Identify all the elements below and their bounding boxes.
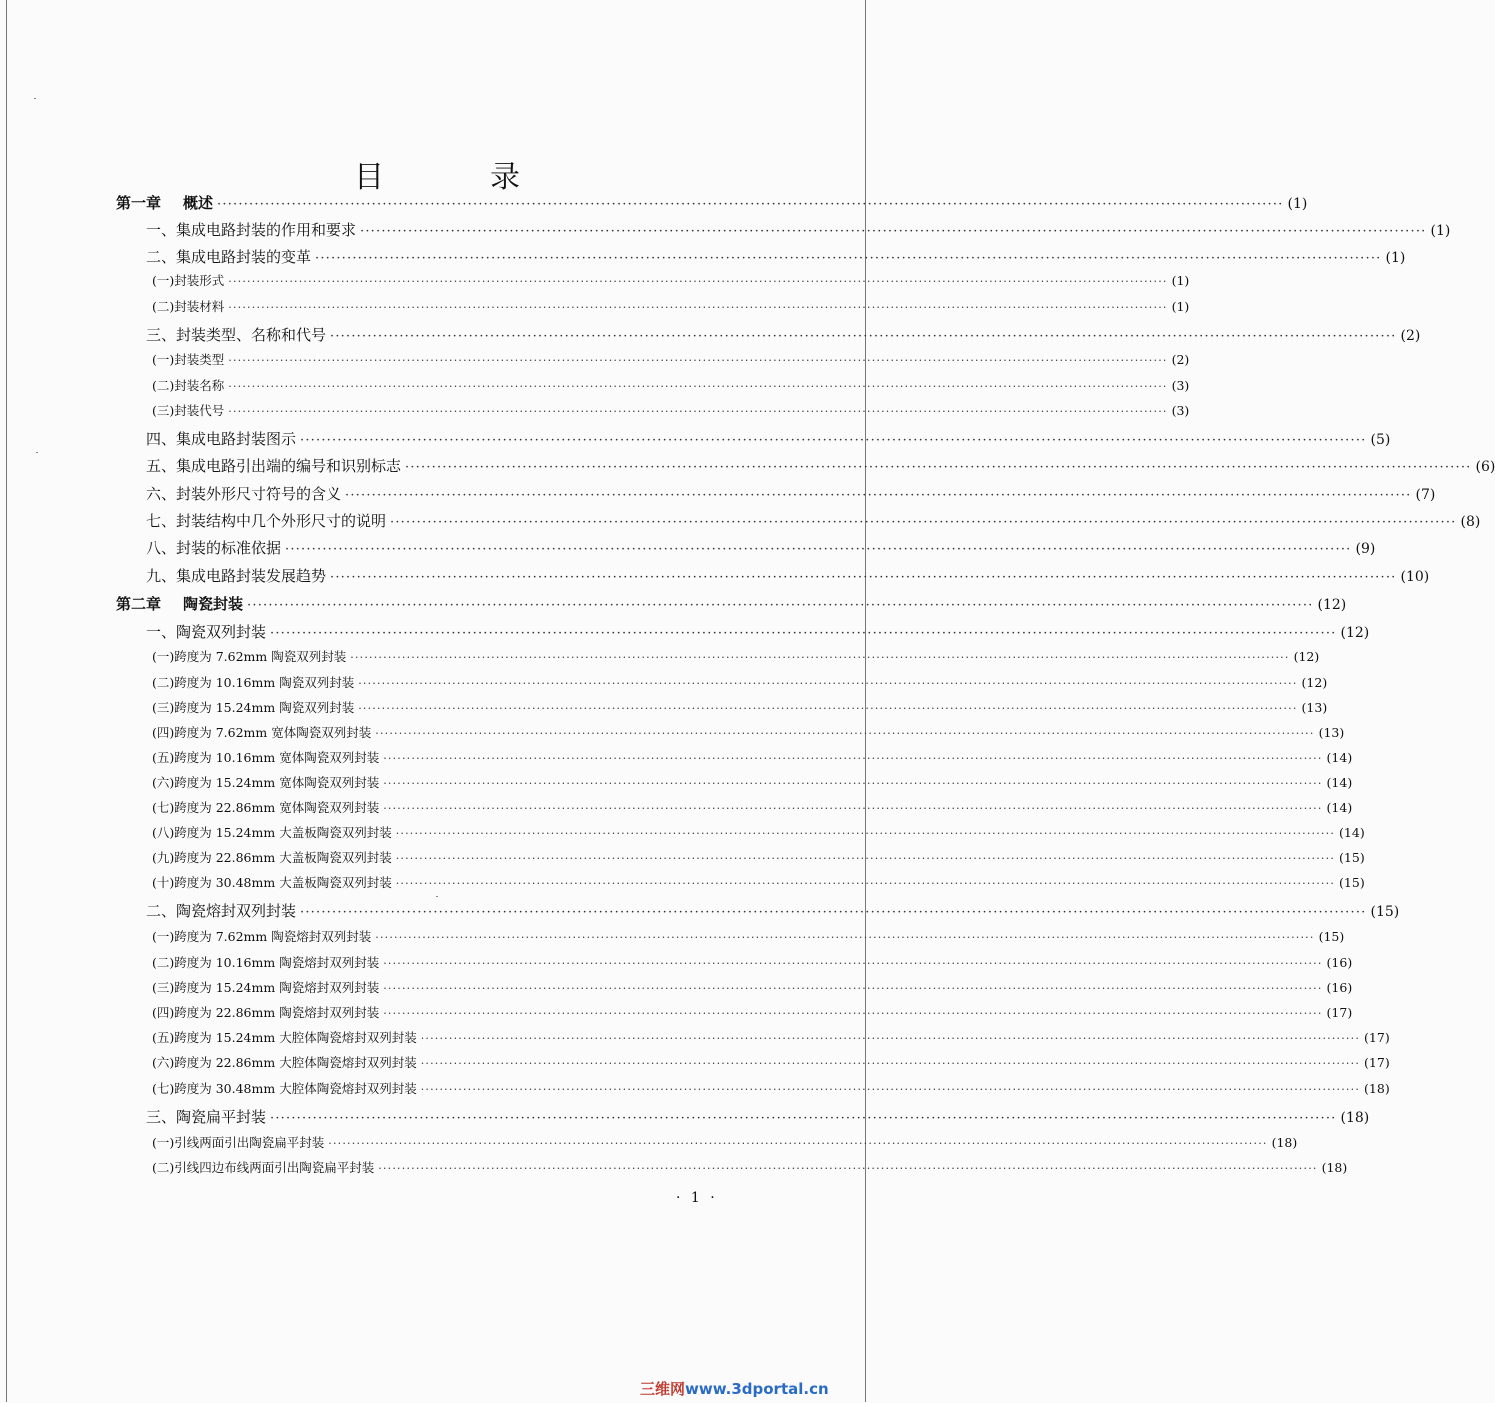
toc-entry-text: (三)跨度为 15.24mm 陶瓷双列封装 [152,700,355,715]
toc-entry-text: (三)跨度为 15.24mm 陶瓷熔封双列封装 [152,980,380,995]
toc-entry-title [152,1079,417,1097]
toc-entry-title [146,565,326,586]
toc-leader-dots: ········································································································································································································ [270,1111,1337,1126]
toc-entry-text: 一、集成电路封装的作用和要求 [146,221,357,239]
page-title: 目 录 [354,160,558,196]
scan-speck [436,896,438,897]
toc-entry-title [152,798,379,816]
watermark-url: www.3dportal.cn [685,1380,829,1398]
toc-page-number: (18) [1321,1160,1348,1175]
toc-leader-dots: ········································································································································································································ [228,354,1168,367]
toc-chapter-number: 第二章 [116,595,162,613]
toc-leader-dots: ········································································································································································································ [383,1007,1323,1020]
toc-entry-text: (二)跨度为 10.16mm 陶瓷熔封双列封装 [152,955,380,970]
toc-entry [152,927,1345,945]
toc-entry-text: 七、封装结构中几个外形尺寸的说明 [146,512,387,530]
toc-entry [152,401,1190,419]
toc-page-number: (14) [1326,800,1353,815]
toc-page-number: (17) [1326,1005,1353,1020]
toc-entry-title [152,953,379,971]
toc-entry-text: 八、封装的标准依据 [146,539,282,557]
toc-page-number: (8) [1460,514,1481,530]
toc-leader-dots: ········································································································································································································ [228,380,1168,393]
toc-leader-dots: ········································································································································································································ [420,1083,1361,1096]
toc-entry-text: (九)跨度为 22.86mm 大盖板陶瓷双列封装 [152,850,392,865]
toc-entry [152,698,1328,716]
toc-entry-title [152,1053,417,1071]
toc-page-number: (15) [1370,904,1400,920]
toc-page-number: (12) [1301,675,1328,690]
scan-speck [34,98,36,99]
toc-entry-title [152,297,224,315]
toc-page-number: (12) [1317,597,1347,613]
toc-leader-dots: ········································································································································································································ [358,702,1298,715]
toc-leader-dots: ········································································································································································································ [383,752,1323,765]
toc-entry-text: (一)跨度为 7.62mm 陶瓷双列封装 [152,649,347,664]
toc-entry [152,1028,1390,1046]
toc-entry [146,246,1406,267]
toc-leader-dots: ········································································································································································································ [420,1057,1361,1070]
toc-entry [152,823,1365,841]
toc-entry-text: (一)引线两面引出陶瓷扁平封装 [152,1135,325,1150]
toc-entry-title [152,1133,324,1151]
toc-entry-title [152,978,379,996]
toc-entry-title [152,350,224,368]
toc-entry [152,673,1328,691]
toc-page-number: (7) [1415,487,1436,503]
toc-entry [152,798,1353,816]
toc-page-number: (1) [1171,273,1190,288]
toc-page-number: (2) [1400,328,1421,344]
toc-leader-dots: ········································································································································································································ [328,1137,1268,1150]
toc-page-number: (16) [1326,955,1353,970]
toc-entry-text: 陶瓷封装 [183,595,244,613]
watermark-cn: 三维网 [640,1380,686,1398]
toc-entry [152,271,1190,289]
toc-entry-text: 三、陶瓷扁平封装 [146,1108,267,1126]
toc-page-number: (18) [1271,1135,1298,1150]
toc-entry-text: (五)跨度为 10.16mm 宽体陶瓷双列封装 [152,750,380,765]
toc-page-number: (18) [1340,1110,1370,1126]
toc-leader-dots: ········································································································································································································ [315,251,1382,266]
toc-entry-title [152,873,392,891]
toc-page-number: (1) [1385,250,1406,266]
toc-page-number: (9) [1355,541,1376,557]
toc-leader-dots: ········································································································································································································ [350,651,1290,664]
toc-page-number: (14) [1339,825,1365,840]
toc-entry-title [146,219,356,240]
toc-entry-title [146,455,401,476]
toc-entry-text: 三、封装类型、名称和代号 [146,326,327,344]
toc-entry-text: (四)跨度为 22.86mm 陶瓷熔封双列封装 [152,1005,380,1020]
toc-leader-dots: ········································································································································································································ [390,515,1457,530]
toc-entry-text: (一)跨度为 7.62mm 陶瓷熔封双列封装 [152,929,372,944]
toc-entry [146,1106,1370,1127]
toc-entry [146,900,1400,921]
toc-leader-dots: ········································································································································································································ [383,802,1323,815]
toc-entry [152,848,1365,866]
toc-entry [152,773,1353,791]
toc-page-number: (13) [1318,725,1345,740]
toc-leader-dots: ········································································································································································································ [395,852,1336,865]
toc-leader-dots: ········································································································································································································ [360,224,1427,239]
toc-entry-title [152,271,224,289]
toc-page-number: (13) [1301,700,1328,715]
toc-leader-dots: ········································································································································································································ [378,1162,1318,1175]
toc-entry-title [152,647,346,665]
toc-entry-text: (七)跨度为 30.48mm 大腔体陶瓷熔封双列封装 [152,1081,417,1096]
toc-page-number: (18) [1364,1081,1390,1096]
toc-entry-title [152,401,224,419]
toc-entry [146,510,1481,531]
toc-entry-title [146,483,341,504]
toc-entry-title [146,621,266,642]
toc-entry [152,1053,1390,1071]
toc-entry [152,873,1365,891]
toc-entry-title [152,1158,374,1176]
toc-leader-dots: ········································································································································································································ [375,931,1315,944]
toc-entry-text: (五)跨度为 15.24mm 大腔体陶瓷熔封双列封装 [152,1030,417,1045]
toc-leader-dots: ········································································································································································································ [383,777,1323,790]
toc-entry-text: 概述 [183,194,214,212]
toc-entry-text: (二)封装材料 [152,299,225,314]
toc-entry-title [152,1003,379,1021]
toc-page-number: (3) [1171,403,1190,418]
toc-entry [152,1133,1298,1151]
toc-entry-title [146,1106,266,1127]
toc-leader-dots: ········································································································································································································ [358,677,1298,690]
toc-page-number: (12) [1340,625,1370,641]
toc-entry [152,953,1353,971]
toc-page-number: (3) [1171,378,1190,393]
toc-entry [146,483,1436,504]
toc-entry [146,219,1451,240]
toc-entry [152,1003,1353,1021]
toc-entry-title [146,324,326,345]
toc-entry-text: 二、集成电路封装的变革 [146,248,312,266]
toc-page-number: (16) [1326,980,1353,995]
toc-entry-text: (八)跨度为 15.24mm 大盖板陶瓷双列封装 [152,825,392,840]
toc-entry-title [152,673,354,691]
toc-page-number: (14) [1326,750,1353,765]
toc-entry [152,297,1190,315]
toc-entry-title [146,510,386,531]
toc-entry-text: (十)跨度为 30.48mm 大盖板陶瓷双列封装 [152,875,392,890]
toc-leader-dots: ········································································································································································································ [420,1032,1361,1045]
toc-leader-dots: ········································································································································································································ [228,301,1168,314]
toc-entry [152,723,1345,741]
toc-leader-dots: ········································································································································································································ [270,626,1337,641]
toc-entry-text: (七)跨度为 22.86mm 宽体陶瓷双列封装 [152,800,380,815]
toc-page-number: (14) [1326,775,1353,790]
toc-page-number: (12) [1293,649,1320,664]
toc-page-number: (17) [1364,1030,1390,1045]
toc-entry-text: (二)引线四边布线两面引出陶瓷扁平封装 [152,1160,375,1175]
toc-entry [152,1079,1390,1097]
toc-page-number: (15) [1339,850,1365,865]
toc-page-number: (15) [1318,929,1345,944]
toc-entry-title [152,1028,417,1046]
toc-leader-dots: ········································································································································································································ [330,329,1397,344]
toc-entry-text: 九、集成电路封装发展趋势 [146,567,327,585]
toc-page-number: (1) [1171,299,1190,314]
toc-entry-title [146,428,296,449]
toc-entry-text: (四)跨度为 7.62mm 宽体陶瓷双列封装 [152,725,372,740]
toc-entry-text: 五、集成电路引出端的编号和识别标志 [146,457,402,475]
toc-entry [152,748,1353,766]
toc-leader-dots: ········································································································································································································ [228,405,1168,418]
toc-page-number: (15) [1339,875,1365,890]
toc-entry-text: (一)封装形式 [152,273,225,288]
toc-entry [116,593,1347,614]
toc-entry-title [152,848,392,866]
toc-leader-dots: ········································································································································································································ [383,982,1323,995]
toc-leader-dots: ········································································································································································································ [300,433,1367,448]
toc-entry-title [146,537,281,558]
toc-leader-dots: ········································································································································································································ [247,598,1314,613]
toc-leader-dots: ········································································································································································································ [395,877,1336,890]
toc-entry-text: (二)封装名称 [152,378,225,393]
scan-speck [36,452,38,453]
toc-leader-dots: ········································································································································································································ [345,488,1412,503]
page-number: · 1 · [676,1190,718,1206]
toc-entry-text: 二、陶瓷熔封双列封装 [146,902,297,920]
toc-leader-dots: ········································································································································································································ [395,827,1336,840]
toc-page-number: (10) [1400,569,1430,585]
toc-entry-text: (二)跨度为 10.16mm 陶瓷双列封装 [152,675,355,690]
toc-page-number: (1) [1287,196,1308,212]
toc-entry [152,978,1353,996]
toc-entry-text: (六)跨度为 22.86mm 大腔体陶瓷熔封双列封装 [152,1055,417,1070]
toc-entry-title [146,246,311,267]
toc-page-number: (5) [1370,432,1391,448]
toc-entry-title [152,698,354,716]
toc-leader-dots: ········································································································································································································ [300,905,1367,920]
toc-entry-title [152,723,371,741]
toc-entry-text: (三)封装代号 [152,403,225,418]
toc-entry-title [152,376,224,394]
toc-entry-text: 四、集成电路封装图示 [146,430,297,448]
toc-leader-dots: ········································································································································································································ [405,460,1472,475]
toc-entry-title [152,927,371,945]
toc-entry-text: 一、陶瓷双列封装 [146,623,267,641]
toc-entry [146,621,1370,642]
toc-entry-title [116,192,213,213]
toc-entry [146,324,1421,345]
toc-leader-dots: ········································································································································································································ [383,957,1323,970]
toc-entry-title [116,593,243,614]
toc-leader-dots: ········································································································································································································ [375,727,1315,740]
toc-entry [146,565,1430,586]
toc-entry-title [152,823,392,841]
toc-leader-dots: ········································································································································································································ [285,542,1352,557]
toc-entry-text: (六)跨度为 15.24mm 宽体陶瓷双列封装 [152,775,380,790]
toc-entry [146,455,1495,476]
toc-entry [152,350,1190,368]
toc-entry [146,428,1391,449]
toc-page-number: (17) [1364,1055,1390,1070]
toc-chapter-number: 第一章 [116,194,162,212]
toc-entry-text: (一)封装类型 [152,352,225,367]
toc-leader-dots: ········································································································································································································ [217,197,1284,212]
site-watermark [640,1378,860,1400]
toc-entry-title [152,773,379,791]
toc-entry-title [152,748,379,766]
toc-entry-text: 六、封装外形尺寸符号的含义 [146,485,342,503]
toc-entry [152,376,1190,394]
toc-entry [146,537,1376,558]
toc-entry [152,647,1320,665]
toc-entry [152,1158,1348,1176]
toc-entry-title [146,900,296,921]
toc-page-number: (6) [1475,459,1495,475]
toc-page-number: (1) [1430,223,1451,239]
toc-leader-dots: ········································································································································································································ [330,570,1397,585]
toc-page-number: (2) [1171,352,1190,367]
toc-entry [116,192,1308,213]
toc-leader-dots: ········································································································································································································ [228,275,1168,288]
